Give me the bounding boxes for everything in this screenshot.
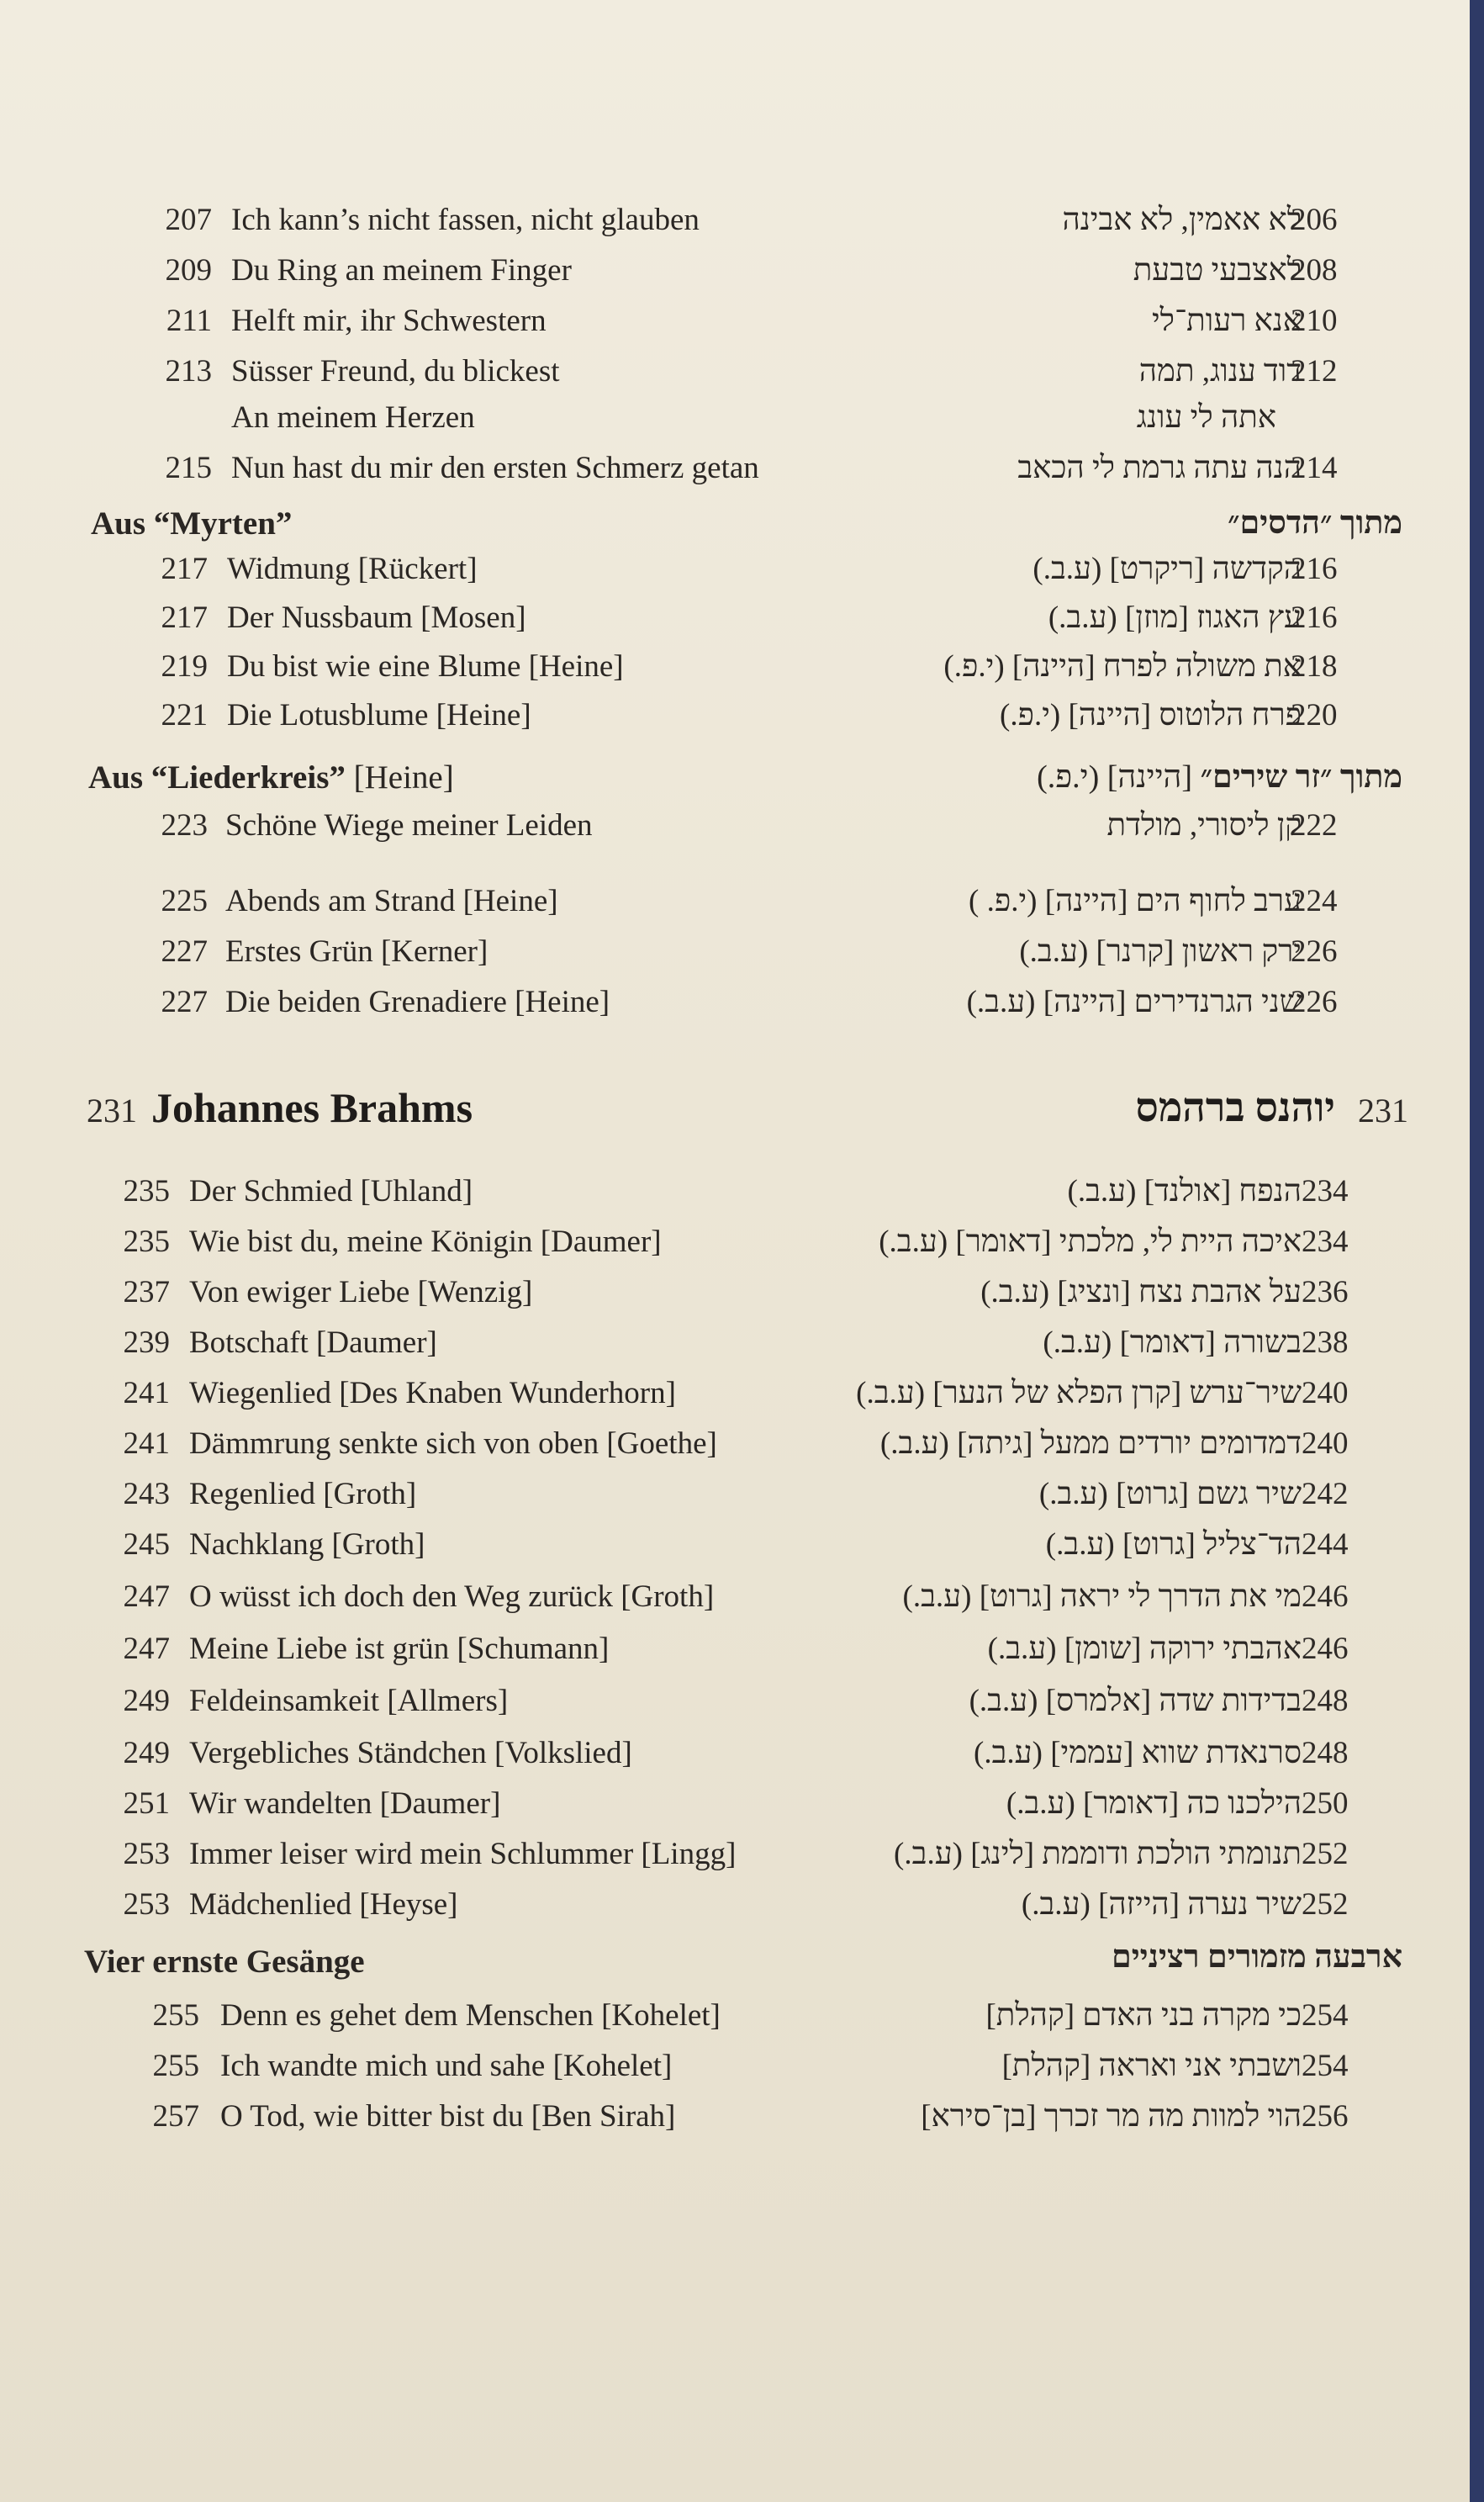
german-page-number: 257: [152, 2099, 199, 2134]
german-title: Schöne Wiege meiner Leiden: [225, 808, 593, 843]
hebrew-page-number: 226: [1291, 985, 1338, 1019]
table-row: [0, 2098, 1470, 2149]
german-page-number: 227: [161, 934, 208, 969]
german-page-number: 251: [123, 1786, 170, 1821]
german-page-number: 241: [123, 1376, 170, 1410]
german-page-number: 219: [161, 649, 208, 684]
german-page-number: 213: [165, 354, 212, 389]
german-title: Nun hast du mir den ersten Schmerz getan: [231, 451, 759, 485]
german-title: Abends am Strand [Heine]: [225, 884, 558, 918]
hebrew-title: בשורה [דאומר] (ע.ב.): [1043, 1325, 1302, 1360]
german-title: Süsser Freund, du blickest: [231, 354, 560, 389]
german-title: Wir wandelten [Daumer]: [189, 1786, 501, 1821]
table-row: [0, 1886, 1470, 1937]
hebrew-title: איכה היית לי, מלכתי [דאומר] (ע.ב.): [879, 1225, 1302, 1259]
german-page-number: 235: [123, 1225, 170, 1259]
hebrew-section-heading: [1037, 759, 1402, 796]
table-row: [0, 1426, 1470, 1476]
hebrew-title: מי את הדרך לי יראה [גרוט] (ע.ב.): [902, 1579, 1302, 1614]
hebrew-page-number: 254: [1302, 1998, 1349, 2033]
hebrew-page-number: 256: [1302, 2099, 1349, 2134]
section-poet: [Heine]: [353, 759, 454, 796]
table-row: [0, 1683, 1470, 1733]
hebrew-title: שיר־ערש [קרן הפלא של הנער] (ע.ב.): [856, 1376, 1302, 1410]
german-title: Du bist wie eine Blume [Heine]: [227, 649, 624, 684]
german-page-number: 223: [161, 808, 208, 843]
section-heading: Aus “Myrten”: [91, 505, 293, 542]
hebrew-title: פרח הלוטוס [היינה] (י.פ.): [1000, 698, 1302, 733]
hebrew-title: סרנאדת שווא [עממי] (ע.ב.): [974, 1736, 1302, 1770]
hebrew-page-number: 240: [1302, 1426, 1349, 1461]
hebrew-title: בדידות שדה [אלמרס] (ע.ב.): [969, 1684, 1302, 1718]
hebrew-page-number: 242: [1302, 1477, 1349, 1511]
german-title: Botschaft [Daumer]: [189, 1325, 437, 1360]
german-title: Der Schmied [Uhland]: [189, 1174, 473, 1209]
german-title: Ich kann’s nicht fassen, nicht glauben: [231, 203, 700, 237]
table-row: [0, 450, 1470, 500]
table-row: [0, 1631, 1470, 1681]
table-row: [0, 1579, 1470, 1629]
german-title: Denn es gehet dem Menschen [Kohelet]: [220, 1998, 721, 2033]
section-heading: Vier ernste Gesänge: [84, 1944, 365, 1980]
hebrew-page-number: 216: [1291, 552, 1338, 586]
hebrew-section-poet: [היינה] (י.פ.): [1037, 759, 1193, 795]
table-row: [0, 1224, 1470, 1274]
hebrew-title: עץ האגוז [מוזן] (ע.ב.): [1048, 600, 1302, 635]
hebrew-page-number: 240: [1302, 1376, 1349, 1410]
hebrew-title: דוד ענוג, תמה: [1138, 354, 1302, 389]
table-row: [0, 1836, 1470, 1886]
german-page-number: 227: [161, 985, 208, 1019]
german-page-number: 217: [161, 600, 208, 635]
hebrew-page-number: 238: [1302, 1325, 1349, 1360]
hebrew-page-number: 220: [1291, 698, 1338, 733]
table-row: [0, 1735, 1470, 1785]
hebrew-title: הקדשה [ריקרט] (ע.ב.): [1032, 552, 1302, 586]
german-title: O wüsst ich doch den Weg zurück [Groth]: [189, 1579, 715, 1614]
hebrew-title: אנא רעות־לי: [1151, 304, 1302, 338]
table-row: [0, 1526, 1470, 1577]
hebrew-title: שיר נערה [הייזה] (ע.ב.): [1021, 1887, 1302, 1922]
hebrew-title: לא אאמין, לא אבינה: [1062, 203, 1302, 237]
table-row: [0, 1173, 1470, 1224]
hebrew-page-number: 208: [1291, 253, 1338, 288]
table-row: [0, 984, 1470, 1034]
german-title: Wiegenlied [Des Knaben Wunderhorn]: [189, 1376, 676, 1410]
table-row: [0, 600, 1470, 650]
hebrew-page-number: 206: [1291, 203, 1338, 237]
german-title: Helft mir, ihr Schwestern: [231, 304, 547, 338]
table-row: [0, 1997, 1470, 2048]
table-row: [0, 883, 1470, 934]
hebrew-title: שיר גשם [גרוט] (ע.ב.): [1038, 1477, 1302, 1511]
german-title: Meine Liebe ist grün [Schumann]: [189, 1632, 610, 1666]
table-row: [0, 399, 1470, 450]
hebrew-title: ערב לחוף הים [היינה] (י.פ. ): [969, 884, 1302, 918]
hebrew-title: הנפח [אולנד] (ע.ב.): [1067, 1174, 1302, 1209]
german-title: Widmung [Rückert]: [227, 552, 478, 586]
hebrew-page-number: 222: [1291, 808, 1338, 843]
german-title: Du Ring an meinem Finger: [231, 253, 572, 288]
hebrew-page-number: 246: [1302, 1579, 1349, 1614]
german-page-number: 241: [123, 1426, 170, 1461]
german-page-number: 249: [123, 1684, 170, 1718]
table-row: [0, 1274, 1470, 1325]
hebrew-page-number: 218: [1291, 649, 1338, 684]
german-title: Regenlied [Groth]: [189, 1477, 417, 1511]
table-row: [0, 1325, 1470, 1375]
hebrew-title: הנה עתה גרמת לי הכאב: [1017, 451, 1302, 485]
german-title: Dämmrung senkte sich von oben [Goethe]: [189, 1426, 717, 1461]
german-page-number: 249: [123, 1736, 170, 1770]
hebrew-page-number: 234: [1302, 1174, 1349, 1209]
hebrew-title: ושבתי אני ואראה [קהלת]: [1001, 2049, 1302, 2083]
hebrew-page-number: 248: [1302, 1684, 1349, 1718]
hebrew-page-number: 212: [1291, 354, 1338, 389]
hebrew-title: שני הגרנדירים [היינה] (ע.ב.): [966, 985, 1302, 1019]
german-page-number: 255: [152, 2049, 199, 2083]
hebrew-title: כי מקרה בני האדם [קהלת]: [985, 1998, 1302, 2033]
hebrew-section-title: מתוך ״זר שירים״: [1200, 759, 1402, 795]
german-page-number: 211: [166, 304, 212, 338]
german-page-number: 239: [123, 1325, 170, 1360]
german-title: Ich wandte mich und sahe [Kohelet]: [220, 2049, 673, 2083]
german-page-number: 255: [152, 1998, 199, 2033]
table-row: [0, 1375, 1470, 1426]
hebrew-page-number: 252: [1302, 1887, 1349, 1922]
hebrew-page-number: 244: [1302, 1527, 1349, 1562]
german-page-number: 245: [123, 1527, 170, 1562]
table-row: [0, 2048, 1470, 2098]
german-title: Die Lotusblume [Heine]: [227, 698, 531, 733]
german-page-number: 237: [123, 1275, 170, 1309]
hebrew-title: תנומתי הולכת ודוממת [לינג] (ע.ב.): [894, 1837, 1302, 1871]
german-title: Mädchenlied [Heyse]: [189, 1887, 458, 1922]
german-title: Die beiden Grenadiere [Heine]: [225, 985, 610, 1019]
composer-page-number: 231: [87, 1092, 137, 1129]
hebrew-title: את משולה לפרח [היינה] (י.פ.): [943, 649, 1302, 684]
table-row: [0, 551, 1470, 601]
german-page-number: 253: [123, 1837, 170, 1871]
hebrew-page-number: 224: [1291, 884, 1338, 918]
hebrew-title: קן ליסורי, מולדת: [1106, 808, 1302, 843]
table-row: [0, 303, 1470, 353]
german-title: An meinem Herzen: [231, 400, 475, 435]
table-row: [0, 807, 1470, 858]
table-row: [0, 252, 1470, 303]
german-page-number: 247: [123, 1632, 170, 1666]
german-title: Wie bist du, meine Königin [Daumer]: [189, 1225, 662, 1259]
hebrew-title: דמדומים יורדים ממעל [גיתה] (ע.ב.): [879, 1426, 1302, 1461]
hebrew-title: ירק ראשון [קרנר] (ע.ב.): [1019, 934, 1302, 969]
table-row: [0, 1476, 1470, 1526]
hebrew-section-heading: מתוך ״הדסים״: [1228, 505, 1402, 541]
german-page-number: 207: [165, 203, 212, 237]
hebrew-title: אהבתי ירוקה [שומן] (ע.ב.): [987, 1632, 1302, 1666]
hebrew-page-number: 214: [1291, 451, 1338, 485]
german-page-number: 225: [161, 884, 208, 918]
german-title: O Tod, wie bitter bist du [Ben Sirah]: [220, 2099, 676, 2134]
german-page-number: 209: [165, 253, 212, 288]
hebrew-page-number: 216: [1291, 600, 1338, 635]
hebrew-composer-heading: יוהנס ברהמס: [1135, 1086, 1335, 1130]
hebrew-composer-page-number: 231: [1358, 1092, 1408, 1129]
hebrew-title: הוי למוות מה מר זכרך [בן־סירא]: [921, 2099, 1302, 2134]
german-title: Der Nussbaum [Mosen]: [227, 600, 526, 635]
hebrew-title: הילכנו כה [דאומר] (ע.ב.): [1006, 1786, 1302, 1821]
german-page-number: 243: [123, 1477, 170, 1511]
german-title: Feldeinsamkeit [Allmers]: [189, 1684, 509, 1718]
german-page-number: 253: [123, 1887, 170, 1922]
table-row: [0, 697, 1470, 748]
german-title: Nachklang [Groth]: [189, 1527, 425, 1562]
hebrew-page-number: 252: [1302, 1837, 1349, 1871]
hebrew-page-number: 236: [1302, 1275, 1349, 1309]
hebrew-page-number: 254: [1302, 2049, 1349, 2083]
section-title: Aus “Liederkreis”: [88, 759, 346, 796]
hebrew-page-number: 250: [1302, 1786, 1349, 1821]
hebrew-title: אתה לי עונג: [1136, 400, 1276, 435]
hebrew-title: לאצבעי טבעת: [1133, 253, 1302, 288]
hebrew-title: על אהבת נצח [ונציג] (ע.ב.): [980, 1275, 1302, 1309]
hebrew-page-number: 246: [1302, 1632, 1349, 1666]
table-row: [0, 202, 1470, 252]
hebrew-title: הד־צליל [גרוט] (ע.ב.): [1045, 1527, 1302, 1562]
table-row: [0, 934, 1470, 984]
table-row: [0, 1785, 1470, 1836]
german-page-number: 217: [161, 552, 208, 586]
german-page-number: 221: [161, 698, 208, 733]
composer-heading: Johannes Brahms: [151, 1084, 473, 1131]
hebrew-page-number: 210: [1291, 304, 1338, 338]
german-title: Vergebliches Ständchen [Volkslied]: [189, 1736, 632, 1770]
table-row: [0, 648, 1470, 699]
german-title: Erstes Grün [Kerner]: [225, 934, 489, 969]
german-title: Immer leiser wird mein Schlummer [Lingg]: [189, 1837, 737, 1871]
table-row: [0, 353, 1470, 404]
hebrew-section-heading: ארבעה מזמורים רציניים: [1112, 1939, 1402, 1975]
german-page-number: 247: [123, 1579, 170, 1614]
german-title: Von ewiger Liebe [Wenzig]: [189, 1275, 533, 1309]
hebrew-page-number: 248: [1302, 1736, 1349, 1770]
german-page-number: 215: [165, 451, 212, 485]
section-heading: [88, 759, 454, 796]
hebrew-page-number: 234: [1302, 1225, 1349, 1259]
hebrew-page-number: 226: [1291, 934, 1338, 969]
german-page-number: 235: [123, 1174, 170, 1209]
